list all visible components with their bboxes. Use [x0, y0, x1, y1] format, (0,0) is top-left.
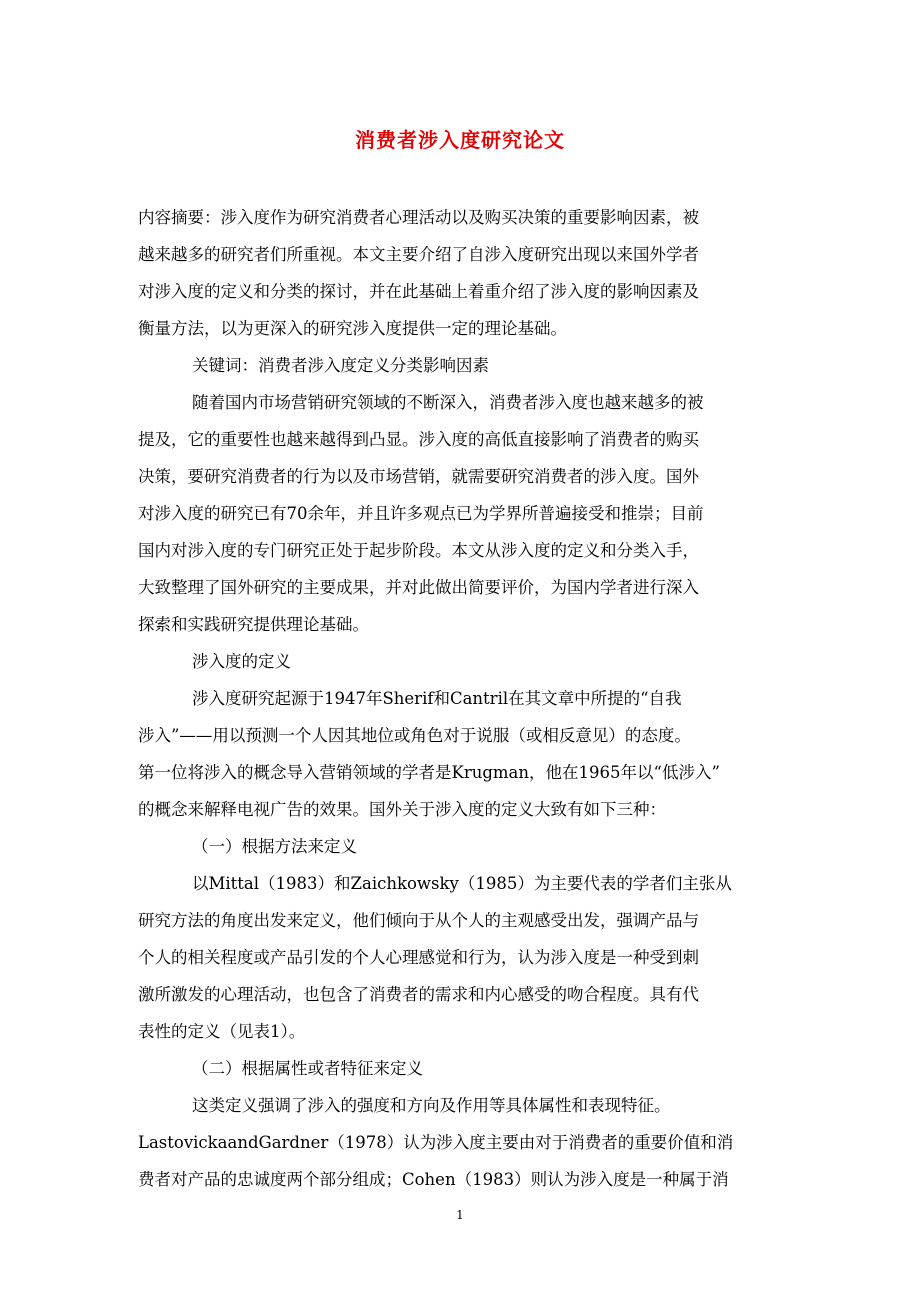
body-line: 涉入度研究起源于1947年Sherif和Cantril在其文章中所提的“自我	[192, 689, 682, 708]
body-line: 的概念来解释电视广告的效果。国外关于涉入度的定义大致有如下三种：	[138, 800, 666, 819]
body-line: 对涉入度的研究已有70余年，并且许多观点已为学界所普遍接受和推崇；目前	[138, 504, 704, 523]
subsection-heading: （二）根据属性或者特征来定义	[192, 1059, 423, 1078]
document-title: 消费者涉入度研究论文	[355, 128, 565, 152]
body-line: 这类定义强调了涉入的强度和方向及作用等具体属性和表现特征。	[192, 1096, 671, 1115]
abstract-line-2: 越来越多的研究者们所重视。本文主要介绍了自涉入度研究出现以来国外学者	[138, 245, 699, 264]
body-line: 表性的定义（见表1）。	[138, 1022, 306, 1041]
body-line: 国内对涉入度的专门研究正处于起步阶段。本文从涉入度的定义和分类入手，	[138, 541, 699, 560]
body-line: 提及，它的重要性也越来越得到凸显。涉入度的高低直接影响了消费者的购买	[138, 430, 699, 449]
body-line: LastovickaandGardner（1978）认为涉入度主要由对于消费者的重要价值和消	[138, 1133, 734, 1152]
body-line: 第一位将涉入的概念导入营销领域的学者是Krugman，他在1965年以“低涉入”	[138, 763, 720, 782]
body-line: 随着国内市场营销研究领域的不断深入，消费者涉入度也越来越多的被	[192, 393, 704, 412]
abstract-line-3: 对涉入度的定义和分类的探讨，并在此基础上着重介绍了涉入度的影响因素及	[138, 282, 699, 301]
body-line: 激所激发的心理活动，也包含了消费者的需求和内心感受的吻合程度。具有代	[138, 985, 699, 1004]
section-heading: 涉入度的定义	[192, 652, 291, 671]
page-number: 1	[456, 1208, 464, 1222]
body-line: 涉入”——用以预测一个人因其地位或角色对于说服（或相反意见）的态度。	[138, 726, 691, 745]
keywords-line: 关键词：消费者涉入度定义分类影响因素	[192, 356, 489, 375]
body-line: 大致整理了国外研究的主要成果，并对此做出简要评价，为国内学者进行深入	[138, 578, 699, 597]
body-line: 个人的相关程度或产品引发的个人心理感觉和行为，认为涉入度是一种受到刺	[138, 948, 699, 967]
abstract-line-1: 内容摘要：涉入度作为研究消费者心理活动以及购买决策的重要影响因素，被	[138, 208, 699, 227]
subsection-heading: （一）根据方法来定义	[192, 837, 357, 856]
body-line: 探索和实践研究提供理论基础。	[138, 615, 369, 634]
body-line: 以Mittal（1983）和Zaichkowsky（1985）为主要代表的学者们主张从	[192, 874, 732, 893]
abstract-line-4: 衡量方法，以为更深入的研究涉入度提供一定的理论基础。	[138, 319, 567, 338]
body-line: 费者对产品的忠诚度两个部分组成；Cohen（1983）则认为涉入度是一种属于消	[138, 1170, 729, 1189]
body-line: 研究方法的角度出发来定义，他们倾向于从个人的主观感受出发，强调产品与	[138, 911, 699, 930]
body-line: 决策，要研究消费者的行为以及市场营销，就需要研究消费者的涉入度。国外	[138, 467, 699, 486]
